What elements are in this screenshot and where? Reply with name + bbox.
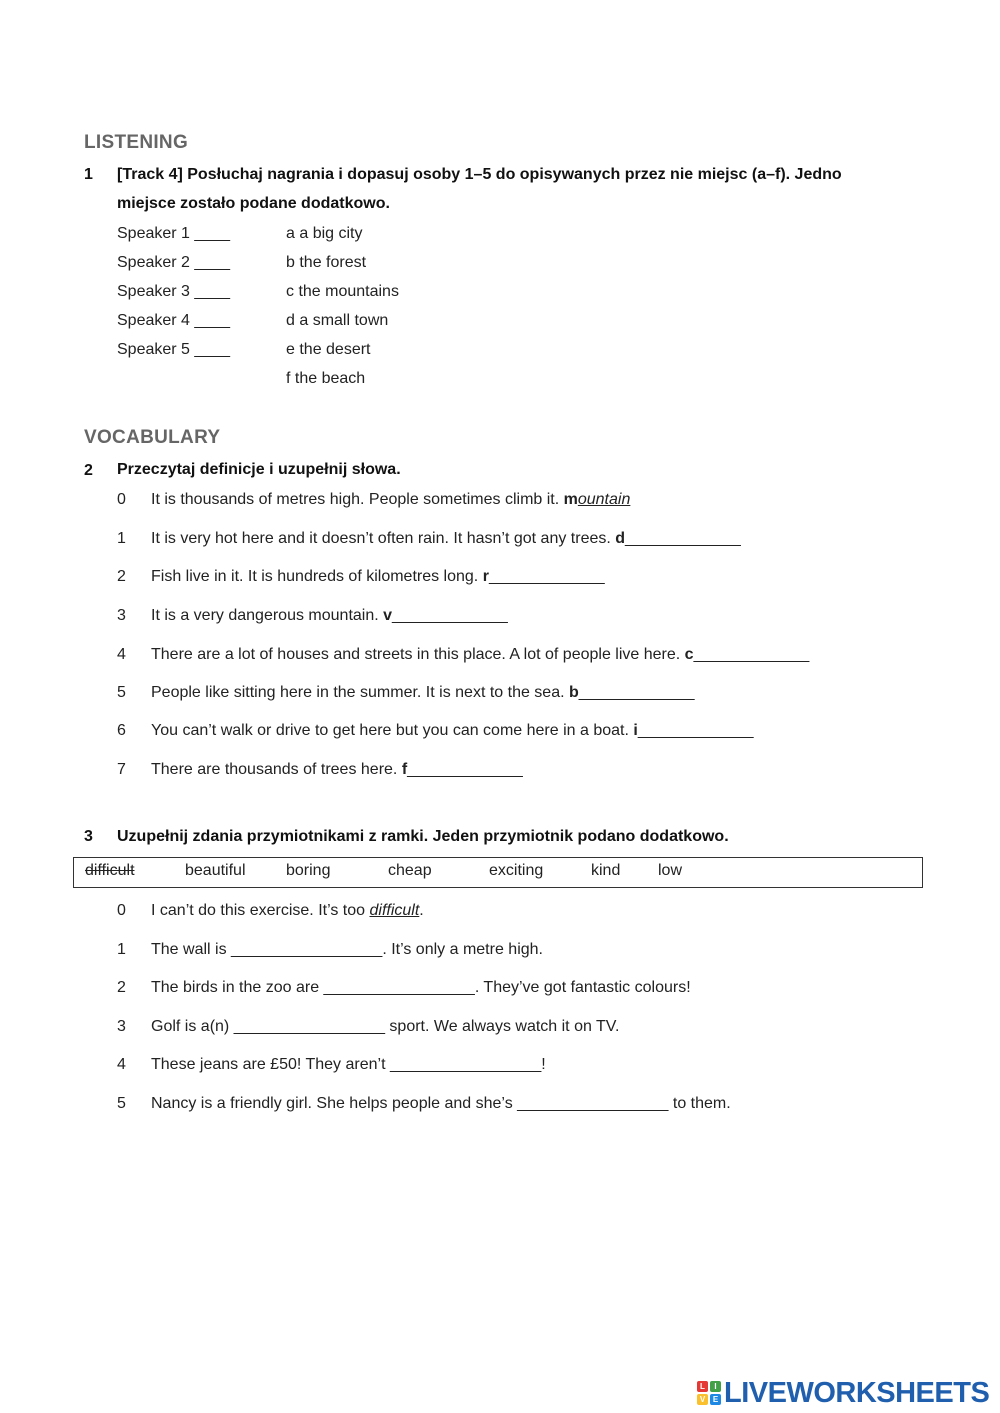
answer-blank[interactable]: _________________ xyxy=(517,1095,669,1112)
place-option-e: e the desert xyxy=(286,341,371,358)
logo-square: L xyxy=(697,1381,708,1392)
logo-square: I xyxy=(710,1381,721,1392)
vocab-item-4: There are a lot of houses and streets in this place. A lot of people live here. c_____________ xyxy=(151,646,810,663)
answer-blank[interactable]: _____________ xyxy=(407,761,523,778)
answer-blank[interactable]: _________________ xyxy=(389,1056,542,1073)
adj-example-answer: difficult xyxy=(369,902,420,919)
speaker-2[interactable]: Speaker 2 ____ xyxy=(117,254,230,271)
place-option-a: a a big city xyxy=(286,225,363,242)
logo-square: V xyxy=(697,1394,708,1405)
adj-item-0: I can’t do this exercise. It’s too difficult. xyxy=(151,902,424,919)
vocab-item-number: 1 xyxy=(117,530,126,547)
adj-item-3: Golf is a(n) _________________ sport. We always watch it on TV. xyxy=(151,1018,620,1035)
logo-square: E xyxy=(710,1394,721,1405)
vocab-item-number: 5 xyxy=(117,684,126,701)
question-3-number: 3 xyxy=(84,828,93,845)
vocab-item-0: It is thousands of metres high. People sometimes climb it. mountain xyxy=(151,491,631,508)
question-1-instruction: [Track 4] Posłuchaj nagrania i dopasuj osoby 1–5 do opisywanych przez nie miejsc (a–f). Jedno miejsce zostało podane dodatkowo. xyxy=(117,166,842,212)
word-box-word: boring xyxy=(286,862,331,879)
answer-blank[interactable]: _____________ xyxy=(637,722,754,739)
word-box-word: kind xyxy=(591,862,621,879)
question-1-number: 1 xyxy=(84,166,93,183)
question-3-instruction: Uzupełnij zdania przymiotnikami z ramki. Jeden przymiotnik podano dodatkowo. xyxy=(117,828,729,845)
vocab-example-answer: ountain xyxy=(577,491,631,508)
vocab-item-number: 6 xyxy=(117,722,126,739)
vocab-item-2: Fish live in it. It is hundreds of kilometres long. r_____________ xyxy=(151,568,605,585)
speaker-1[interactable]: Speaker 1 ____ xyxy=(117,225,230,242)
vocab-item-3: It is a very dangerous mountain. v_____________ xyxy=(151,607,508,624)
vocab-item-number: 7 xyxy=(117,761,126,778)
word-box-word: difficult xyxy=(85,862,135,879)
adj-item-number: 2 xyxy=(117,979,126,996)
vocab-item-7: There are thousands of trees here. f_____________ xyxy=(151,761,523,778)
adj-item-number: 4 xyxy=(117,1056,126,1073)
adj-item-number: 5 xyxy=(117,1095,126,1112)
adj-item-2: The birds in the zoo are _________________. They’ve got fantastic colours! xyxy=(151,979,691,996)
logo-squares-icon xyxy=(697,1381,721,1405)
logo-text: LIVEWORKSHEETS xyxy=(724,1376,990,1409)
word-box-word: cheap xyxy=(388,862,432,879)
answer-blank[interactable]: _____________ xyxy=(578,684,695,701)
adj-item-number: 1 xyxy=(117,941,126,958)
question-2-number: 2 xyxy=(84,462,93,479)
answer-blank[interactable]: _____________ xyxy=(625,530,741,547)
word-box xyxy=(73,857,923,888)
answer-blank[interactable]: _________________ xyxy=(323,979,475,996)
word-box-word: beautiful xyxy=(185,862,246,879)
adj-item-4: These jeans are £50! They aren’t _________________! xyxy=(151,1056,546,1073)
vocab-item-1: It is very hot here and it doesn’t often rain. It hasn’t got any trees. d_____________ xyxy=(151,530,741,547)
adj-item-number: 0 xyxy=(117,902,126,919)
place-option-d: d a small town xyxy=(286,312,389,329)
answer-blank[interactable]: _____________ xyxy=(488,568,605,585)
word-box-word: low xyxy=(658,862,683,879)
adj-item-5: Nancy is a friendly girl. She helps people and she’s _________________ to them. xyxy=(151,1095,731,1112)
place-option-f: f the beach xyxy=(286,370,366,387)
speaker-5[interactable]: Speaker 5 ____ xyxy=(117,341,230,358)
vocab-item-number: 4 xyxy=(117,646,126,663)
question-2-instruction: Przeczytaj definicje i uzupełnij słowa. xyxy=(117,461,401,478)
answer-blank[interactable]: _____________ xyxy=(693,646,810,663)
vocab-item-number: 2 xyxy=(117,568,126,585)
vocab-item-6: You can’t walk or drive to get here but you can come here in a boat. i_____________ xyxy=(151,722,754,739)
answer-blank[interactable]: _____________ xyxy=(392,607,508,624)
answer-blank[interactable]: _________________ xyxy=(231,941,383,958)
listening-heading: LISTENING xyxy=(84,132,189,153)
speaker-4[interactable]: Speaker 4 ____ xyxy=(117,312,230,329)
liveworksheets-logo[interactable] xyxy=(697,1376,989,1410)
vocab-item-number: 0 xyxy=(117,491,126,508)
speaker-3[interactable]: Speaker 3 ____ xyxy=(117,283,230,300)
adj-item-1: The wall is _________________. It’s only a metre high. xyxy=(151,941,543,958)
vocab-item-number: 3 xyxy=(117,607,126,624)
answer-blank[interactable]: _________________ xyxy=(233,1018,385,1035)
word-box-word: exciting xyxy=(489,862,544,879)
place-option-b: b the forest xyxy=(286,254,367,271)
place-option-c: c the mountains xyxy=(286,283,399,300)
vocabulary-heading: VOCABULARY xyxy=(84,427,221,448)
adj-item-number: 3 xyxy=(117,1018,126,1035)
vocab-item-5: People like sitting here in the summer. It is next to the sea. b_____________ xyxy=(151,684,695,701)
